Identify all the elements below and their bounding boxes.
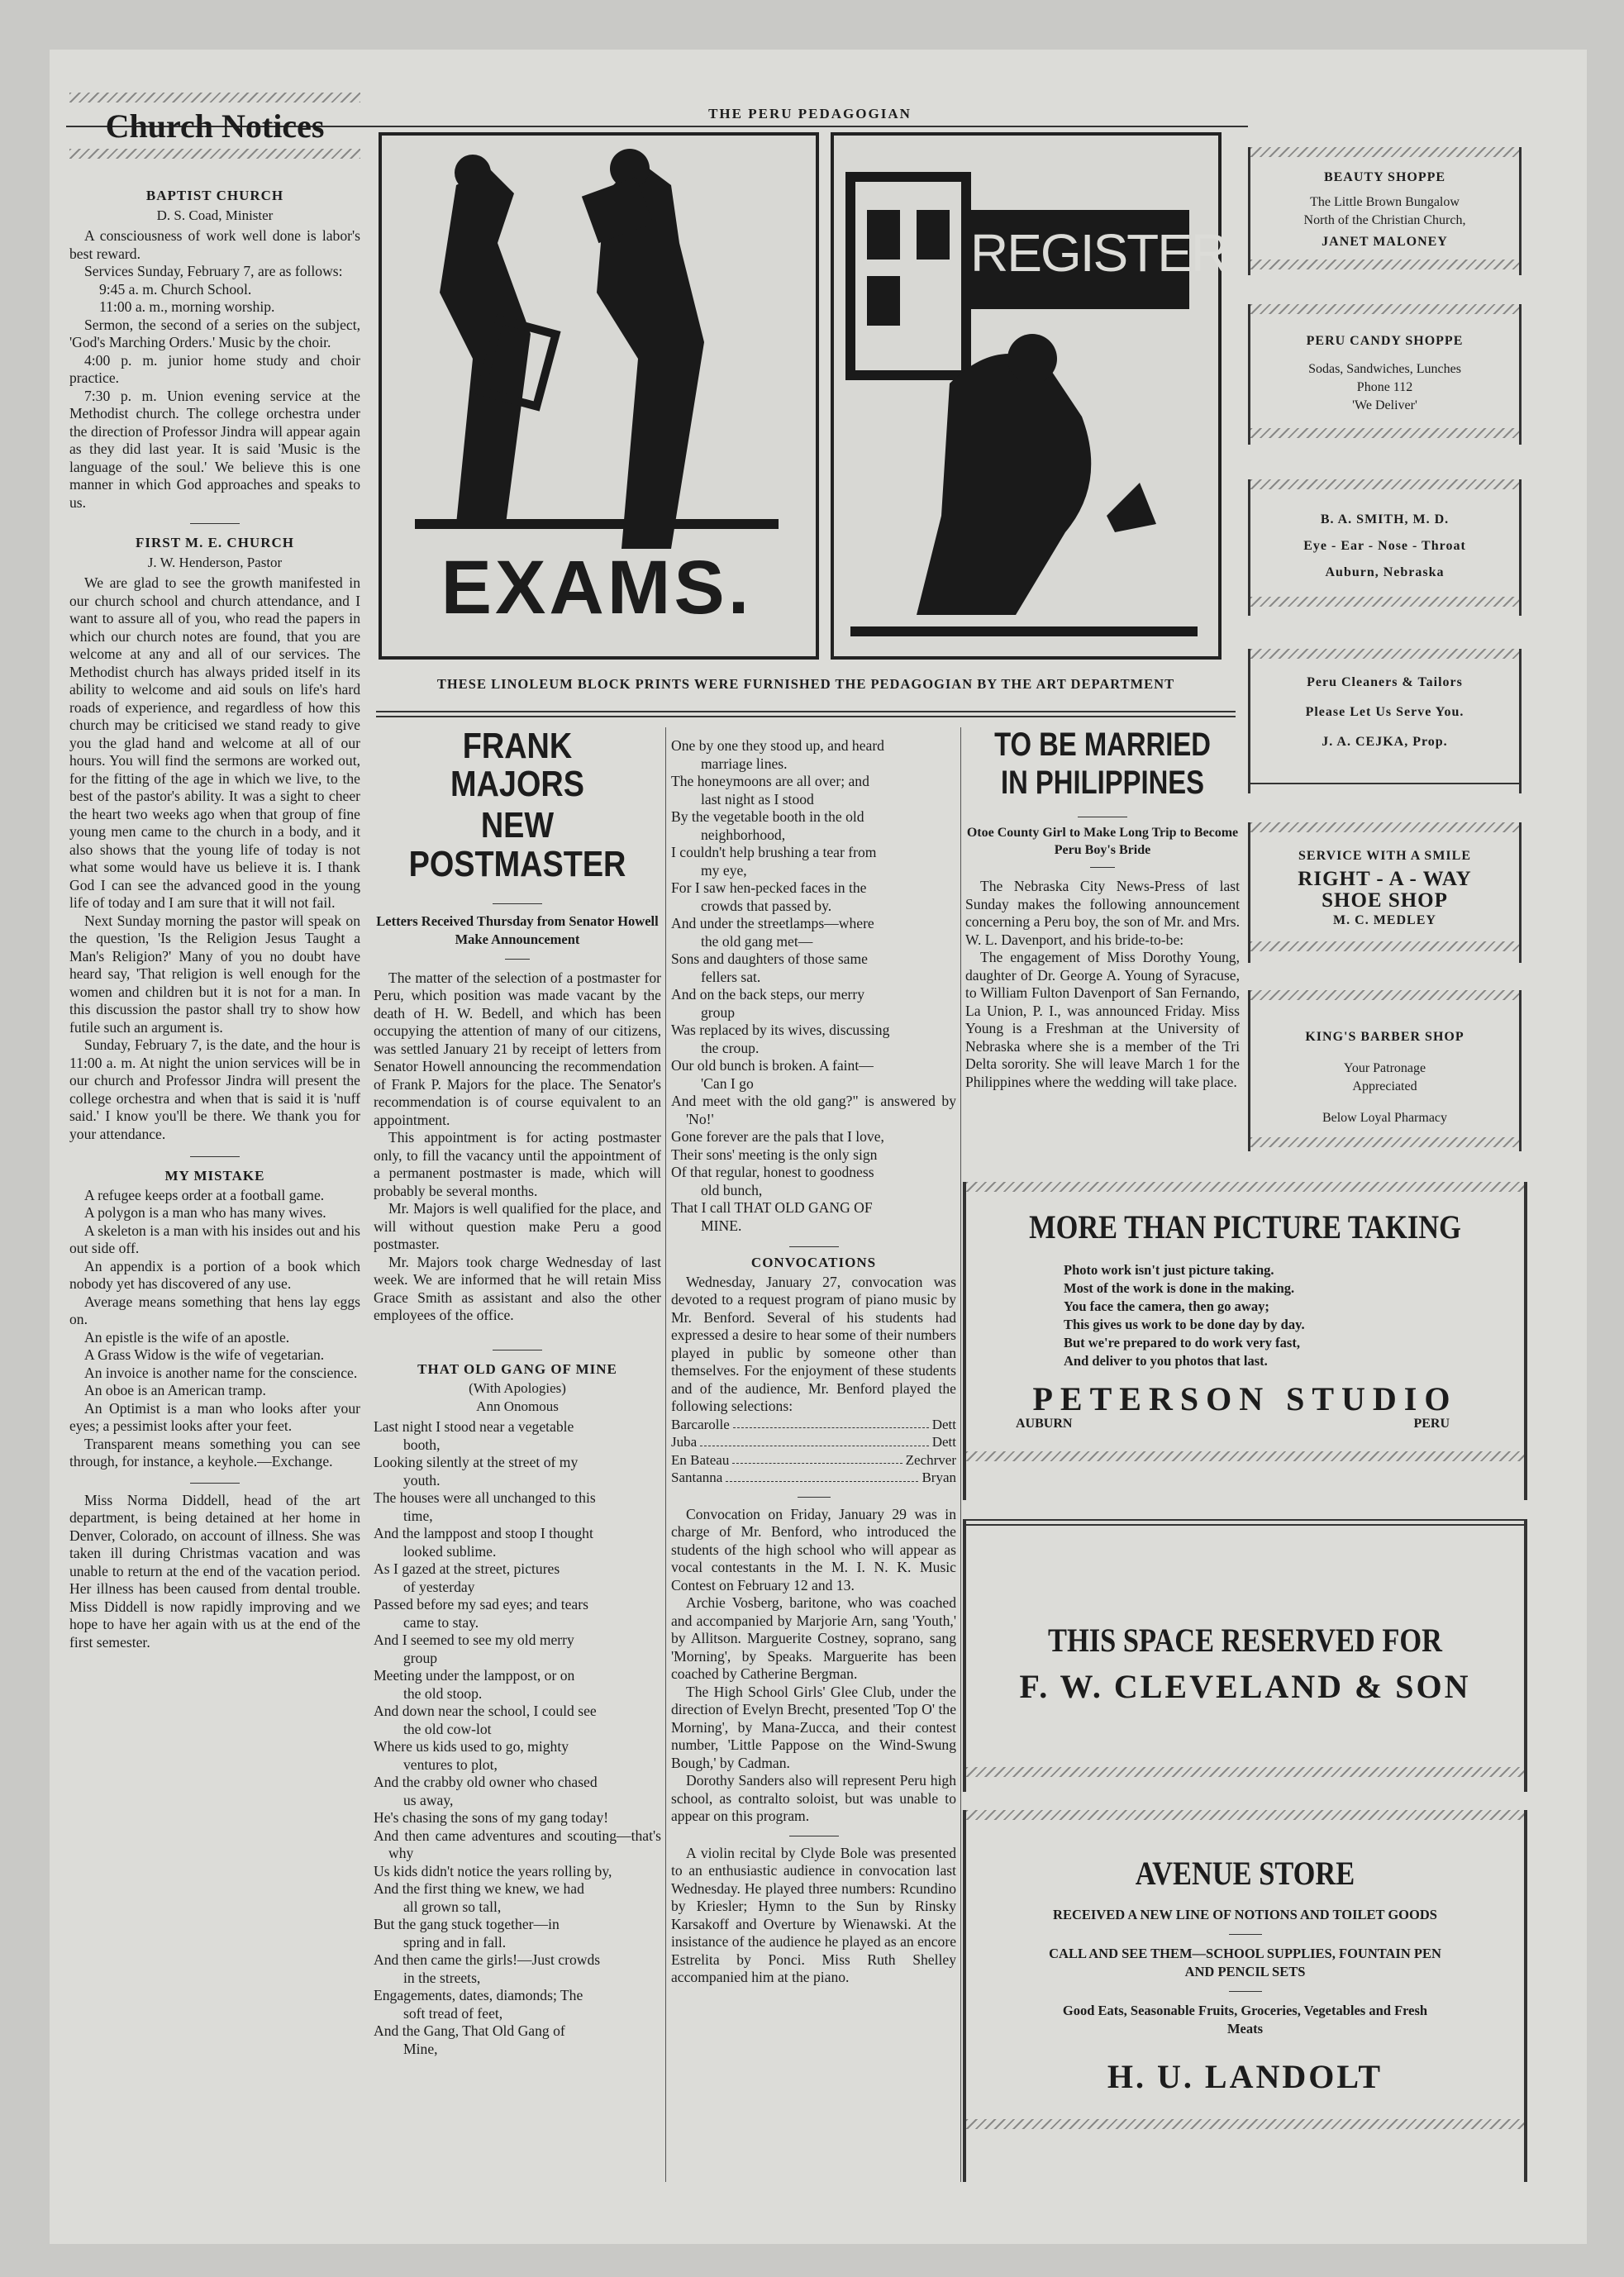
exams-word: EXAMS.	[441, 545, 753, 630]
poem-line-continuation: of yesterday	[403, 1578, 475, 1595]
diddell-paragraph: Miss Norma Diddell, head of the art department, is being detained at her home in Denver, Colorado, on account of illness. She was taken ill during Christmas vacation and was unable to return at the end of the vacation period. Her illness has been caused from dental trouble. Miss Diddell is now rapidly improving and we hope to have her again with us at the end of the first semester.	[69, 1491, 360, 1651]
postmaster-paragraph: This appointment is for acting postmaster only, to fill the vacancy until the appointment of a permanent postmaster is made, which will probably be several months.	[374, 1129, 661, 1199]
poem-line: And I seemed to see my old merry	[374, 1632, 574, 1649]
baptist-paragraph: Services Sunday, February 7, are as follows:	[84, 263, 343, 279]
poem-line: Sons and daughters of those same	[671, 950, 868, 967]
ad-rule	[966, 1519, 1524, 1521]
divider	[190, 523, 240, 524]
program-piece: En Bateau	[671, 1451, 730, 1468]
married-paragraph: The engagement of Miss Dorothy Young, daughter of Dr. George A. Young of Syracuse, to William Fulton Davenport of San Fernando, La Union, P. I., was announced Friday. Miss Young is a Freshman at the University of Nebraska where she is a member of the Tri Delta sorority. She will leave March 1 for the Philippines where the wedding will take place.	[965, 949, 1240, 1090]
poem-line-continuation: old bunch,	[701, 1181, 763, 1198]
ad-line: Your Patronage	[1343, 1061, 1426, 1075]
ornament-rule	[1250, 304, 1519, 314]
mistake-line: An invoice is another name for the conscience.	[84, 1364, 358, 1381]
cleveland-line-1: THIS SPACE RESERVED FOR	[1047, 1622, 1442, 1659]
location-left: AUBURN	[1016, 1417, 1073, 1431]
ornament-rule	[966, 2119, 1524, 2129]
baptist-service: 11:00 a. m., morning worship.	[99, 298, 275, 315]
poem-line: And the Gang, That Old Gang of	[374, 2022, 565, 2040]
poem-line: As I gazed at the street, pictures	[374, 1560, 560, 1578]
ornament-rule	[966, 1451, 1524, 1461]
married-title-2: IN PHILIPPINES	[1000, 765, 1205, 801]
poem-line: And down near the school, I could see	[374, 1703, 597, 1720]
convocations-paragraph: Wednesday, January 27, convocation was devoted to a request program of piano music by Mr. Benford. Several of his students had expressed a desire to hear some of their numbers played in public by someone other than themselves. For the enjoyment of these students and of the audience, Mr. Benford played the following selections:	[671, 1273, 956, 1414]
ornament-rule	[1250, 941, 1519, 951]
mistake-line: Average means something that hens lay eggs on.	[69, 1293, 360, 1327]
poem-part-a	[374, 1418, 661, 2058]
program-composer: Bryan	[922, 1470, 956, 1485]
caption-rule	[376, 711, 1236, 712]
convocations-paragraph: Convocation on Friday, January 29 was in charge of Mr. Benford, who introduced the students of the high school who will appear as vocal contestants in the M. I. N. K. Music Contest on February 12 and 13.	[671, 1505, 956, 1593]
poem-line: Was replaced by its wives, discussing	[671, 1022, 890, 1038]
poem-line-continuation: came to stay.	[403, 1613, 479, 1631]
candy-shoppe-ad	[1248, 304, 1522, 445]
ornament-rule	[69, 93, 360, 102]
poem-line: Us kids didn't notice the years rolling by,	[374, 1862, 612, 1879]
divider	[1229, 1934, 1262, 1935]
poem-line: Looking silently at the street of my	[374, 1454, 579, 1471]
postmaster-column	[374, 727, 661, 2058]
avenue-line: Good Eats, Seasonable Fruits, Groceries, Vegetables and Fresh Meats	[1062, 2003, 1428, 2036]
ad-line: Eye - Ear - Nose - Throat	[1303, 539, 1466, 553]
poem-line: By the vegetable booth in the old	[671, 808, 864, 825]
divider	[493, 903, 542, 904]
program-row	[671, 1451, 956, 1470]
baptist-heading: BAPTIST CHURCH	[145, 188, 284, 203]
poem-line-continuation: fellers sat.	[701, 968, 761, 985]
verse-line: This gives us work to be done day by day.	[1064, 1317, 1305, 1332]
ornament-rule	[69, 149, 360, 159]
poem-line: Passed before my sad eyes; and tears	[374, 1596, 588, 1613]
mistake-line: An epistle is the wife of an apostle.	[84, 1328, 290, 1346]
smith-md-ad	[1248, 479, 1522, 616]
poem-line: And under the streetlamps—where	[671, 915, 874, 931]
divider	[1090, 867, 1115, 868]
ad-line: J. A. CEJKA, Prop.	[1322, 735, 1448, 749]
church-notices-title: Church Notices	[105, 107, 325, 145]
ad-title: Peru Cleaners & Tailors	[1307, 675, 1463, 689]
baptist-minister: D. S. Coad, Minister	[156, 207, 274, 223]
ad-title: KING'S BARBER SHOP	[1305, 1030, 1464, 1044]
poem-subtitle: (With Apologies)	[469, 1380, 566, 1397]
program-row	[671, 1433, 956, 1451]
verse-line: But we're prepared to do work very fast,	[1064, 1335, 1300, 1350]
baptist-service: Sermon, the second of a series on the subject, 'God's Marching Orders.' Music by the choir.	[69, 316, 360, 350]
poem-line: Of that regular, honest to goodness	[671, 1164, 874, 1180]
poem-line: One by one they stood up, and heard	[671, 737, 884, 754]
program-piece: Juba	[671, 1434, 698, 1450]
convocations-paragraph: The High School Girls' Glee Club, under the direction of Evelyn Brecht, presented 'Top O' the Morning', by Mana-Zucca, and their contest number, 'Little Pappose on the Wind-Swung Bough,' by Cadman.	[671, 1683, 956, 1771]
ornament-rule	[966, 1182, 1524, 1192]
mistake-line: A skeleton is a man with his insides out and his out side off.	[69, 1222, 360, 1256]
column-rule	[960, 727, 961, 2182]
baptist-service: 4:00 p. m. junior home study and choir practice.	[69, 351, 360, 386]
methodist-paragraph: Next Sunday morning the pastor will speak on the question, 'Is the Religion Jesus Taught a Man's Religion?' Many of you no doubt have heard say, 'That religion is well enough for the women and children but it is not for a man. In this discussion the pastor shall try to show how futile such an argument is.	[69, 912, 360, 1036]
poem-line: He's chasing the sons of my gang today!	[374, 1809, 609, 1827]
poem-line-continuation: marriage lines.	[701, 755, 788, 772]
ad-line: JANET MALONEY	[1322, 235, 1448, 249]
poem-line: I couldn't help brushing a tear from	[671, 844, 877, 860]
convocations-column	[671, 737, 956, 1987]
poem-line-continuation: 'Can I go	[701, 1074, 754, 1092]
poem-line-continuation: time,	[403, 1507, 433, 1524]
program-composer: Zechrver	[905, 1451, 956, 1468]
ad-line: Sodas, Sandwiches, Lunches	[1308, 362, 1461, 376]
ad-line: 'We Deliver'	[1352, 398, 1417, 412]
peterson-locations	[966, 1417, 1524, 1431]
poem-line: The honeymoons are all over; and	[671, 773, 869, 789]
register-print	[831, 132, 1228, 660]
ornament-rule	[1250, 597, 1519, 607]
register-word: REGISTER	[970, 223, 1228, 283]
baptist-service: 7:30 p. m. Union evening service at the Methodist church. The college orchestra under the direction of Professor Jindra will appear again as they did last year. It is said 'Music is the language of the soul.' We believe this is one manner in which God approaches and speaks to us.	[69, 387, 360, 511]
convocations-heading: CONVOCATIONS	[750, 1255, 877, 1270]
church-notices-column	[69, 93, 360, 1651]
poem-line-continuation: my eye,	[701, 861, 747, 879]
ad-rule	[966, 1524, 1524, 1526]
peterson-headline: MORE THAN PICTURE TAKING	[1029, 1208, 1461, 1246]
poem-line: For I saw hen-pecked faces in the	[671, 879, 867, 896]
postmaster-subhead: Letters Received Thursday from Senator Howell Make Announcement	[376, 912, 659, 947]
ornament-rule	[1250, 147, 1519, 157]
program-piece: Santanna	[671, 1470, 723, 1485]
poem-line: Where us kids used to go, mighty	[374, 1738, 569, 1755]
divider	[1229, 1991, 1262, 1992]
poem-line-continuation: soft tread of feet,	[403, 2004, 503, 2022]
poem-line-continuation: us away,	[403, 1791, 454, 1808]
poem-line-continuation: last night as I stood	[701, 790, 814, 807]
masthead: THE PERU PEDAGOGIAN	[708, 106, 912, 121]
poem-line-continuation: the old cow-lot	[403, 1720, 492, 1737]
mistake-line: A polygon is a man who has many wives.	[84, 1204, 326, 1221]
ad-title: SERVICE WITH A SMILE	[1298, 849, 1471, 863]
verse-line: And deliver to you photos that last.	[1064, 1353, 1268, 1369]
ornament-rule	[966, 1767, 1524, 1777]
ad-line: M. C. MEDLEY	[1333, 913, 1436, 927]
exams-print	[379, 132, 819, 660]
ad-line: Phone 112	[1356, 380, 1413, 394]
ad-line: Below Loyal Pharmacy	[1322, 1111, 1448, 1125]
poem-line: Last night I stood near a vegetable	[374, 1418, 574, 1436]
ad-title: PERU CANDY SHOPPE	[1306, 334, 1464, 348]
convocations-paragraph: Dorothy Sanders also will represent Peru high school, as contralto soloist, but was unable to appear on this program.	[671, 1772, 956, 1824]
poem-line-continuation: youth.	[403, 1471, 441, 1489]
poem-line: The houses were all unchanged to this	[374, 1489, 596, 1507]
divider	[798, 1497, 831, 1498]
avenue-store-ad	[963, 1810, 1527, 2182]
poem-line: And on the back steps, our merry	[671, 986, 865, 1003]
register-building-illustration	[834, 136, 1228, 656]
column-rule	[665, 727, 666, 2182]
poem-line: That I call THAT OLD GANG OF	[671, 1199, 873, 1216]
avenue-line: CALL AND SEE THEM—SCHOOL SUPPLIES, FOUNTAIN PEN AND PENCIL SETS	[1049, 1946, 1441, 1979]
poem-line: And the first thing we knew, we had	[374, 1880, 584, 1898]
poem-line-continuation: MINE.	[701, 1217, 742, 1234]
poem-line-continuation: group	[701, 1003, 736, 1021]
program-row	[671, 1416, 956, 1434]
program-row	[671, 1469, 956, 1487]
avenue-proprietor: H. U. LANDOLT	[1107, 2058, 1383, 2095]
ad-line: North of the Christian Church,	[1303, 213, 1466, 227]
program-composer: Dett	[931, 1434, 956, 1450]
methodist-pastor: J. W. Henderson, Pastor	[147, 554, 283, 570]
poem-line: But the gang stuck together—in	[374, 1916, 560, 1933]
peterson-verse	[1064, 1261, 1524, 1370]
poem-line-continuation: all grown so tall,	[403, 1898, 502, 1915]
program-composer: Dett	[931, 1416, 956, 1432]
poem-line: Their sons' meeting is the only sign	[671, 1146, 878, 1163]
ad-line: Auburn, Nebraska	[1325, 565, 1445, 579]
poem-line-continuation: neighborhood,	[701, 826, 786, 843]
poem-line-continuation: the old gang met—	[701, 932, 813, 950]
poem-line-continuation: the croup.	[701, 1039, 760, 1056]
poem-line: Our old bunch is broken. A faint—	[671, 1057, 874, 1074]
methodist-paragraph: We are glad to see the growth manifested in our church school and church attendance, and I want to assure all of you, who read the papers in which our church notes are found, that you are welcome at any and all of our services. The Methodist church has always prided itself in its ability to welcome and aid souls on life's hard roads of experience, and regardless of how this church may be criticised we stand ready to give you the glad hand and welcome at all of our hours. You will find the sermons are worked out, for the fitting of the age in which we live, to the best of the pastor's ability. It was a sight to cheer the heart two weeks ago when that group of fine young men came to the church in a body, and it also shows that the young life of today is not what some would have us believe it is. I thank God I can see the advanced good in the young life of today and I am sure that it will not fail.	[69, 574, 360, 911]
poem-line: And then came adventures and scouting—that's why	[374, 1827, 661, 1862]
poem-line-continuation: in the streets,	[403, 1969, 481, 1986]
verse-line: You face the camera, then go away;	[1064, 1298, 1269, 1314]
postmaster-title-2: NEW POSTMASTER	[408, 805, 626, 884]
mistake-line: An Optimist is a man who looks after your eyes; a pessimist looks after your feet.	[69, 1399, 360, 1434]
poem-line-continuation: group	[403, 1649, 438, 1666]
location-right: PERU	[1413, 1417, 1450, 1431]
convocations-paragraph: Archie Vosberg, baritone, who was coached and accompanied by Marjorie Arn, sang 'Youth,' by Allitson. Marguerite Costney, soprano, sang 'Morning', by Speaks. Marguerite has been coached by Catherine Bergman.	[671, 1594, 956, 1682]
poem-line-continuation: Mine,	[403, 2040, 438, 2057]
poem-line: Gone forever are the pals that I love,	[671, 1128, 884, 1145]
poem-part-b	[671, 737, 956, 1235]
peru-cleaners-ad	[1248, 649, 1522, 793]
poem-line-continuation: ventures to plot,	[403, 1755, 498, 1773]
postmaster-paragraph: Mr. Majors took charge Wednesday of last week. We are informed that he will retain Miss Grace Smith as assistant and also the other employees of the office.	[374, 1253, 661, 1324]
mistake-line: A Grass Widow is the wife of vegetarian.	[84, 1346, 325, 1363]
convocations-paragraph: A violin recital by Clyde Bole was presented to an enthusiastic audience in convocation last Wednesday. He played three numbers: Rcundino by Kriesler; Hymn to the Sun by Rinsky Karsakoff and Overture by Wienawski. At the insistance of the audience he played as an encore Estrelita by Ponci. Miss Ruth Shelley accompanied him at the piano.	[671, 1844, 956, 1985]
divider	[789, 1246, 839, 1247]
baptist-paragraph: A consciousness of work well done is labor's best reward.	[69, 227, 360, 262]
peterson-studio-ad	[963, 1182, 1527, 1500]
baptist-service: 9:45 a. m. Church School.	[99, 280, 252, 298]
verse-line: Most of the work is done in the making.	[1064, 1280, 1295, 1296]
mistake-line: Transparent means something you can see through, for instance, a keyhole.—Exchange.	[69, 1435, 360, 1470]
shoe-shop-ad	[1248, 822, 1522, 963]
poem-line: And meet with the old gang?" is answered by 'No!'	[671, 1093, 956, 1127]
cleveland-ad	[963, 1519, 1527, 1792]
poem-line: And the lamppost and stoop I thought	[374, 1525, 593, 1542]
poem-line-continuation: spring and in fall.	[403, 1933, 507, 1951]
avenue-line: RECEIVED A NEW LINE OF NOTIONS AND TOILET GOODS	[1053, 1907, 1437, 1922]
ornament-rule	[1250, 428, 1519, 438]
ad-line: Please Let Us Serve You.	[1305, 705, 1464, 719]
poem-line-continuation: the old stoop.	[403, 1684, 483, 1702]
verse-line: Photo work isn't just picture taking.	[1064, 1262, 1274, 1278]
poem-author: Ann Onomous	[476, 1398, 559, 1414]
married-column	[965, 727, 1240, 1091]
divider	[190, 1156, 240, 1157]
my-mistake-heading: MY MISTAKE	[164, 1168, 265, 1184]
program-piece: Barcarolle	[671, 1416, 730, 1432]
poem-line-continuation: looked sublime.	[403, 1542, 497, 1560]
poem-line: And the crabby old owner who chased	[374, 1774, 598, 1791]
ad-title: B. A. SMITH, M. D.	[1320, 512, 1450, 526]
art-caption: THESE LINOLEUM BLOCK PRINTS WERE FURNISHED THE PEDAGOGIAN BY THE ART DEPARTMENT	[436, 676, 1175, 692]
beauty-shoppe-ad	[1248, 147, 1522, 275]
mistake-line: An appendix is a portion of a book which nobody yet has discovered of any use.	[69, 1257, 360, 1292]
peterson-name: PETERSON STUDIO	[1032, 1380, 1458, 1417]
cleveland-line-2: F. W. CLEVELAND & SON	[1019, 1668, 1471, 1705]
ornament-rule	[1250, 990, 1519, 1000]
poem-line: Engagements, dates, diamonds; The	[374, 1987, 583, 2004]
mistake-line: An oboe is an American tramp.	[84, 1382, 266, 1398]
ad-line: RIGHT - A - WAY	[1298, 868, 1472, 890]
ornament-rule	[1250, 479, 1519, 489]
married-paragraph: The Nebraska City News-Press of last Sunday makes the following announcement concerning a Peru boy, the son of Mr. and Mrs. W. L. Davenport, and his bride-to-be:	[965, 878, 1240, 948]
kings-barber-ad	[1248, 990, 1522, 1151]
poem-line-continuation: booth,	[403, 1436, 441, 1453]
married-subhead: Otoe County Girl to Make Long Trip to Become Peru Boy's Bride	[966, 826, 1239, 857]
postmaster-title-1: FRANK MAJORS	[450, 726, 584, 805]
mistake-line: A refugee keeps order at a football game.	[84, 1186, 325, 1203]
methodist-paragraph: Sunday, February 7, is the date, and the hour is 11:00 a. m. At night the union services will be in our church and Professor Jindra will present the college orchestra and when that is said it is 'nuff said.' I know you'll be there. We thank you for your attendance.	[69, 1036, 360, 1142]
ornament-rule	[1250, 649, 1519, 659]
avenue-store-title: AVENUE STORE	[1135, 1855, 1355, 1892]
methodist-heading: FIRST M. E. CHURCH	[136, 535, 294, 550]
ornament-rule	[966, 1810, 1524, 1820]
postmaster-paragraph: Mr. Majors is well qualified for the place, and will without question make Peru a good postmaster.	[374, 1200, 661, 1253]
poem-line: And then came the girls!—Just crowds	[374, 1951, 601, 1969]
ad-title: BEAUTY SHOPPE	[1323, 170, 1446, 184]
divider	[190, 1483, 240, 1484]
ornament-rule	[1250, 260, 1519, 269]
poem-line-continuation: crowds that passed by.	[701, 897, 832, 914]
ad-rule	[1250, 783, 1519, 784]
divider	[505, 959, 530, 960]
married-title-1: TO BE MARRIED	[994, 726, 1211, 763]
ornament-rule	[1250, 822, 1519, 832]
poem-title: THAT OLD GANG OF MINE	[417, 1360, 617, 1377]
caption-rule	[376, 716, 1236, 717]
postmaster-paragraph: The matter of the selection of a postmaster for Peru, which position was made vacant by the death of H. W. Bedell, and which has been occupying the attention of many of our citizens, was settled January 21 by receipt of letters from Senator Howell announcing the recommendation of Frank P. Majors for the place. The Senator's recommendation is of course equivalent to an appointment.	[374, 969, 661, 1128]
ad-line: The Little Brown Bungalow	[1310, 195, 1460, 209]
ornament-rule	[1250, 1137, 1519, 1147]
ad-line: SHOE SHOP	[1322, 889, 1448, 912]
ad-line: Appreciated	[1352, 1079, 1417, 1093]
poem-line: Meeting under the lamppost, or on	[374, 1667, 575, 1684]
